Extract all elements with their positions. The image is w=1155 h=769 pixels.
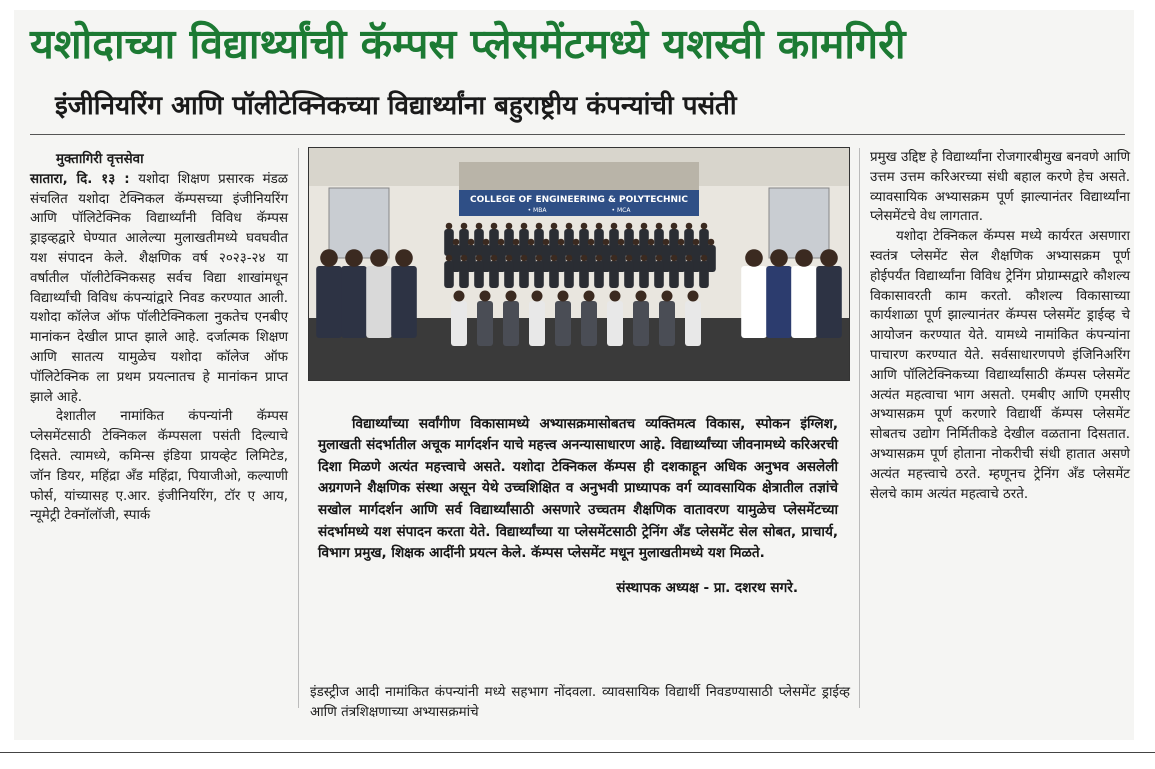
header-rule — [30, 134, 1125, 135]
article-right-paragraph-2: यशोदा टेक्निकल कॅम्पस मध्ये कार्यरत असणारा स्वतंत्र प्लेसमेंट सेल शैक्षणिक अभ्यासक्रम पूर्ण होईपर्यंत विद्यार्थ्यांना विविध ट्रेनिंग प्रोग्राम्सद्वारे कौशल्य विकासावरती काम करतो. कौशल्य विकासाच्या कार्यशाळा पूर्ण झाल्यानंतर कॅम्पस प्लेसमेंट ड्राईव्ह चे आयोजन करण्यात येते. यामध्ये नामांकित कंपन्यांना पाचारण करण्यात येते. सर्वसाधारणपणे इंजिनिअरिंग आणि पॉलिटेक्निकच्या विद्यार्थ्यांसाठी कॅम्पस प्लेसमेंट अत्यंत महत्वाचा भाग असतो. एमबीए आणि एमसीए अभ्यासक्रम पूर्ण करणारे विद्यार्थी कॅम्पस प्लेसमेंट सोबतच उद्योग निर्मितीकडे देखील वळताना दिसतात. अभ्यासक्रम पूर्ण होताना नोकरीची संधी हातात असणे अत्यंत महत्त्वाचे ठरते. म्हणूनच ट्रेनिंग अँड प्लेसमेंट सेलचे काम अत्यंत महत्वाचे ठरते. — [870, 229, 1130, 502]
group-photo — [308, 147, 850, 381]
subheadline: इंजीनियरिंग आणि पॉलीटेक्निकच्या विद्यार्थ्यांना बहुराष्ट्रीय कंपन्यांची पसंती — [55, 91, 737, 121]
article-paragraph-1 — [30, 170, 288, 408]
quote-attribution: संस्थापक अध्यक्ष - प्रा. दशरथ सगरे. — [616, 580, 798, 597]
page-bottom-rule — [0, 752, 1155, 753]
photo-banner-text: COLLEGE OF ENGINEERING & POLYTECHNIC — [469, 195, 689, 205]
article-middle-continuation: इंडस्ट्रीज आदी नामांकित कंपन्यांनी मध्ये सहभाग नोंदवला. व्यावसायिक विद्यार्थी निवडण्यासाठी प्लेसमेंट ड्राईव्ह आणि तंत्रशिक्षणाच्या अभ्यासक्रमांचे — [310, 685, 850, 720]
photo-window-left — [329, 188, 389, 258]
quote-text: विद्यार्थ्यांच्या सर्वांगीण विकासामध्ये अभ्यासक्रमासोबतच व्यक्तिमत्व विकास, स्पोकन इंग्लिश, मुलाखती संदर्भातील अचूक मार्गदर्शन याचे महत्त्व अनन्यासाधारण आहे. विद्यार्थ्यांच्या जीवनामध्ये करिअरची दिशा मिळणे अत्यंत महत्त्वाचे असते. यशोदा टेक्निकल कॅम्पस ही दशकाहून अधिक अनुभव असलेली अग्रगणने शैक्षणिक संस्था असून येथे उच्चशिक्षित व अनुभवी प्राध्यापक वर्ग व्यावसायिक क्षेत्रातील तज्ञांचे सखोल मार्गदर्शन आणि सर्व विद्यार्थ्यांसाठी असणारे उच्चतम शैक्षणिक वातावरण यामुळेच प्लेसमेंटच्या संदर्भामध्ये यश संपादन करता येते. विद्यार्थ्यांच्या या प्लेसमेंटसाठी ट्रेनिंग अँड प्लेसमेंट सेल सोबत, प्राचार्य, विभाग प्रमुख, शिक्षक आदींनी प्रयत्न केले. कॅम्पस प्लेसमेंट मधून मुलाखतीमध्ये यश मिळते. — [318, 415, 838, 562]
photo-banner-sub-right: • MCA — [611, 207, 631, 214]
article-right-column — [870, 148, 1130, 504]
column-divider-right — [859, 148, 860, 708]
photo-banner-sub-left: • MBA — [527, 207, 547, 214]
dateline: सातारा, दि. १३ : — [30, 171, 130, 187]
article-left-column — [30, 150, 288, 526]
group-photo-image — [309, 148, 849, 380]
column-divider-left — [298, 148, 299, 708]
article-right-paragraph-1: प्रमुख उद्दिष्ट हे विद्यार्थ्यांना रोजगारबीमुख बनवणे आणि उत्तम उत्तम करिअरच्या संधी बहाल करणे हेच असते. व्यावसायिक अभ्यासक्रम पूर्ण झाल्यानंतर विद्यार्थ्यांना प्लेसमेंटचे वेध लागतात. — [870, 150, 1130, 225]
headline: यशोदाच्या विद्यार्थ्यांची कॅम्पस प्लेसमेंटमध्ये यशस्वी कामगिरी — [30, 20, 906, 68]
article-paragraph-1-text: यशोदा शिक्षण प्रसारक मंडळ संचलित यशोदा टेक्निकल कॅम्पसच्या इंजीनियरिंग आणि पॉलिटेक्निक विद्यार्थ्यांनी विविध कॅम्पस ड्राइव्हद्वारे घेण्यात आलेल्या मुलाखतीमध्ये घवघवीत यश संपादन केले. शैक्षणिक वर्ष २०२३-२४ या वर्षातील पॉलीटेक्निकसह सर्वच विद्या शाखांमधून विद्यार्थ्यांची विविध कंपन्यांद्वारे निवड करण्यात आली. यशोदा कॉलेज ऑफ पॉलीटेक्निकला नुकतेच एनबीए मानांकन देखील प्राप्त झाले आहे. दर्जात्मक शिक्षण आणि सातत्य यामुळेच यशोदा कॉलेज ऑफ पॉलिटेक्निक ला प्रथम प्रयत्नातच हे मानांकन प्राप्त झाले आहे. — [30, 171, 288, 405]
byline: मुक्तागिरी वृत्तसेवा — [56, 152, 144, 167]
quote-box — [318, 400, 838, 614]
photo-window-right — [769, 188, 829, 258]
article-paragraph-2: देशातील नामांकित कंपन्यांनी कॅम्पस प्लेसमेंटसाठी टेक्निकल कॅम्पसला पसंती दिल्याचे दिसते. त्यामध्ये, कमिन्स इंडिया प्रायव्हेट लिमिटेड, जॉन डियर, महिंद्रा अँड महिंद्रा, पियाजीओ, कल्याणी फोर्स, यांच्यासह ए.आर. इंजीनियरिंग, टॉर ए आय, न्यूमेट्री टेक्नॉलॉजी, स्पार्क — [30, 409, 288, 524]
